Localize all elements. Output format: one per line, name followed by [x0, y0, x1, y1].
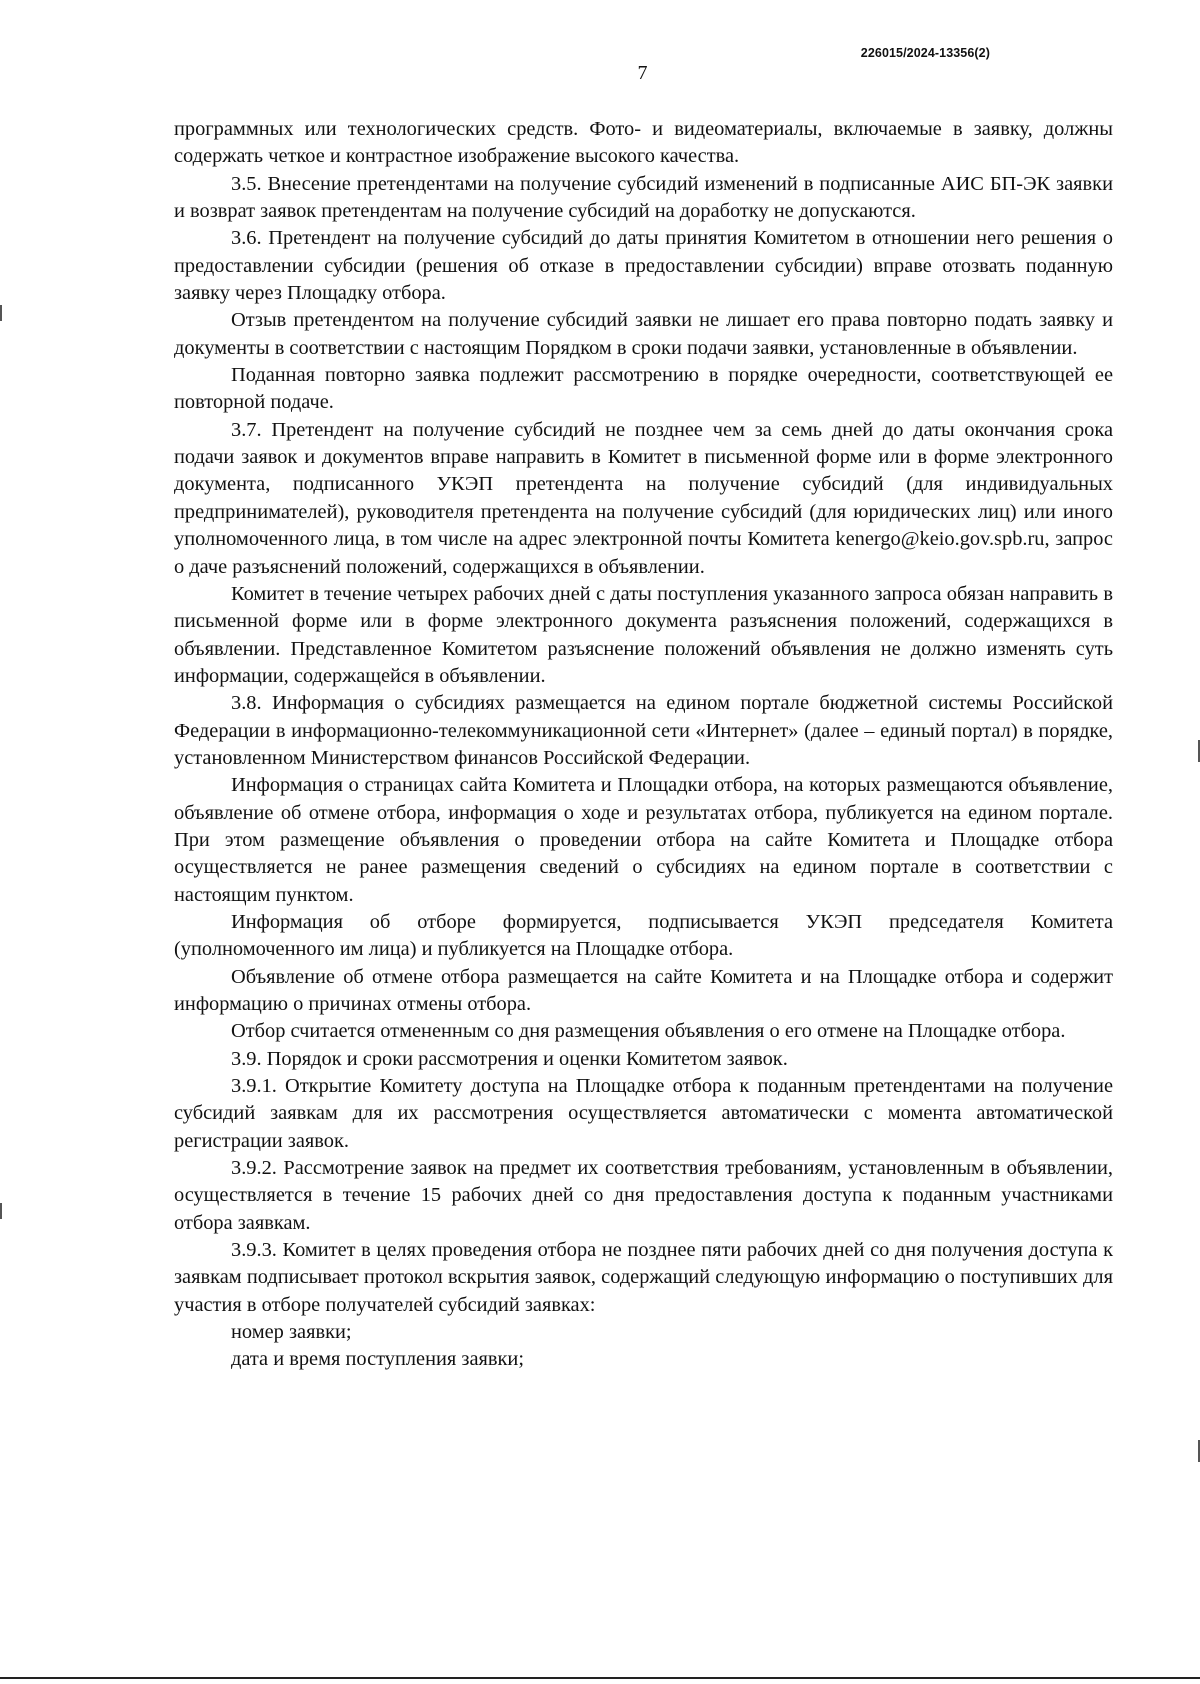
- paragraph-continuation: программных или технологических средств. Фото- и видеоматериалы, включаемые в заявку, должны содержать четкое и контрастное изображение высокого качества.: [174, 118, 1113, 168]
- paragraph-3-8: 3.8. Информация о субсидиях размещается на едином портале бюджетной системы Российской Федерации в информационно-телекоммуникационной сети «Интернет» (далее – единый портал) в порядке, установленном Министерством финансов Российской Федерации.: [174, 692, 1113, 769]
- paragraph-cancellation-effective: Отбор считается отмененным со дня размещения объявления о его отмене на Площадке отбора.: [231, 1020, 1066, 1043]
- list-item-application-datetime: дата и время поступления заявки;: [231, 1348, 525, 1371]
- document-body: [174, 116, 1113, 1374]
- scan-bottom-edge: [0, 1677, 1200, 1679]
- paragraph-3-9-3: 3.9.3. Комитет в целях проведения отбора не позднее пяти рабочих дней со дня получения доступа к заявкам подписывает протокол вскрытия заявок, содержащий следующую информацию о поступивших для участия в отборе получателей субсидий заявках:: [174, 1239, 1113, 1316]
- paragraph-clarification: Комитет в течение четырех рабочих дней с даты поступления указанного запроса обязан направить в письменной форме или в форме электронного документа разъяснения положений, содержащихся в объявлении. Представленное Комитетом разъяснение положений объявления не должно изменять суть информации, содержащейся в объявлении.: [174, 582, 1113, 687]
- scan-left-mark: [0, 1203, 2, 1219]
- page-number: 7: [637, 62, 648, 84]
- scan-left-mark: [0, 305, 2, 321]
- paragraph-3-9-2: 3.9.2. Рассмотрение заявок на предмет их соответствия требованиям, установленным в объявлении, осуществляется в течение 15 рабочих дней со дня предоставления доступа к поданным участниками отбора заявкам.: [174, 1157, 1113, 1234]
- paragraph-3-9-1: 3.9.1. Открытие Комитету доступа на Площадке отбора к поданным претендентами на получение субсидий заявкам для их рассмотрения осуществляется автоматически с момента автоматической регистрации заявок.: [174, 1075, 1113, 1152]
- paragraph-resubmission: Поданная повторно заявка подлежит рассмотрению в порядке очередности, соответствующей ее повторной подаче.: [174, 364, 1113, 414]
- paragraph-portal-info: Информация о страницах сайта Комитета и Площадки отбора, на которых размещаются объявление, объявление об отмене отбора, информация о ходе и результатах отбора, публикуется на едином портале. При этом размещение объявления о проведении отбора на сайте Комитета и Площадке отбора осуществляется не ранее размещения сведений о субсидиях на едином портале в соответствии с настоящим пунктом.: [174, 774, 1113, 906]
- paragraph-withdrawal: Отзыв претендентом на получение субсидий заявки не лишает его права повторно подать заявку и документы в соответствии с настоящим Порядком в сроки подачи заявки, установленные в объявлении.: [174, 309, 1113, 359]
- paragraph-3-9: 3.9. Порядок и сроки рассмотрения и оценки Комитетом заявок.: [231, 1047, 788, 1070]
- paragraph-3-7: 3.7. Претендент на получение субсидий не позднее чем за семь дней до даты окончания срока подачи заявок и документов вправе направить в Комитет в письменной форме или в форме электронного документа, подписанного УКЭП претендента на получение субсидий (для индивидуальных предпринимателей), руководителя претендента на получение субсидий (для юридических лиц) или иного уполномоченного лица, в том числе на адрес электронной почты Комитета kenergo@keio.gov.spb.ru, запрос о даче разъяснений положений, содержащихся в объявлении.: [174, 418, 1113, 578]
- paragraph-3-6: 3.6. Претендент на получение субсидий до даты принятия Комитетом в отношении него решения о предоставлении субсидии (решения об отказе в предоставлении субсидии) вправе отозвать поданную заявку через Площадку отбора.: [174, 227, 1113, 305]
- list-item-application-number: номер заявки;: [231, 1321, 352, 1344]
- paragraph-3-5: 3.5. Внесение претендентами на получение субсидий изменений в подписанные АИС БП-ЭК заявки и возврат заявок претендентам на получение субсидий на доработку не допускаются.: [174, 172, 1113, 223]
- paragraph-cancellation-notice: Объявление об отмене отбора размещается на сайте Комитета и на Площадке отбора и содержит информацию о причинах отмены отбора.: [174, 965, 1113, 1015]
- paragraph-selection-info: Информация об отборе формируется, подписывается УКЭП председателя Комитета (уполномоченного им лица) и публикуется на Площадке отбора.: [174, 910, 1113, 961]
- document-registration-number: 226015/2024-13356(2): [860, 46, 990, 60]
